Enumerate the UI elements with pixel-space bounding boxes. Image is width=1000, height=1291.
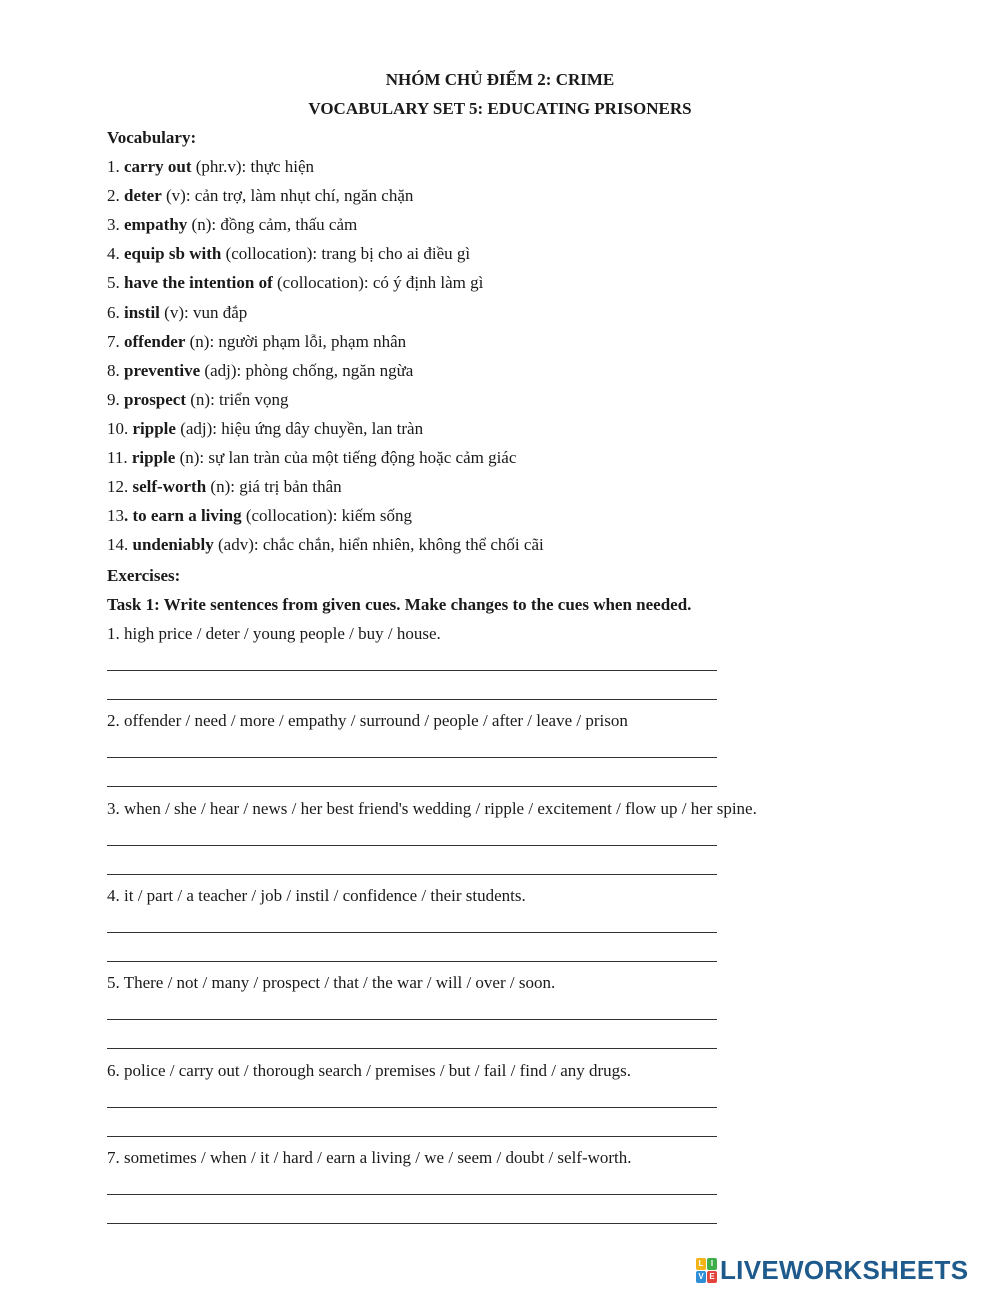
vocabulary-term: deter (124, 186, 162, 206)
logo-letter-v: V (696, 1271, 706, 1283)
page-topic-title: NHÓM CHỦ ĐIỂM 2: CRIME (385, 70, 615, 89)
vocabulary-item-number: 11. (107, 448, 132, 467)
logo-letter-l: L (696, 1258, 706, 1270)
vocabulary-item-number: 1. (107, 157, 124, 176)
liveworksheets-logo (696, 1256, 968, 1284)
vocabulary-term: empathy (124, 215, 188, 235)
vocabulary-item (107, 506, 412, 526)
vocabulary-item-number: 14. (107, 535, 133, 555)
exercise-prompt: 4. it / part / a teacher / job / instil / confidence / their students. (107, 885, 526, 905)
vocabulary-item-number: 5. (107, 273, 124, 293)
exercise-prompt: 2. offender / need / more / empathy / surround / people / after / leave / prison (107, 711, 628, 731)
vocabulary-definition: (n): sự lan tràn của một tiếng động hoặc cảm giác (175, 448, 517, 467)
vocabulary-item-number: 7. (107, 331, 124, 351)
vocabulary-definition: (n): đồng cảm, thấu cảm (187, 215, 358, 235)
logo-letter-i: I (707, 1258, 717, 1270)
exercise-prompt: 6. police / carry out / thorough search / premises / but / fail / find / any drugs. (107, 1060, 632, 1080)
answer-line[interactable] (107, 699, 717, 700)
vocabulary-set-title: VOCABULARY SET 5: EDUCATING PRISONERS (308, 99, 692, 118)
vocabulary-item (107, 273, 483, 293)
vocabulary-item (107, 303, 247, 323)
vocabulary-item (107, 419, 423, 439)
vocabulary-term: have the intention of (124, 273, 273, 293)
vocabulary-item (107, 477, 342, 497)
exercises-heading: Exercises: (107, 566, 181, 585)
vocabulary-term: ripple (131, 448, 176, 467)
exercise-prompt: 7. sometimes / when / it / hard / earn a living / we / seem / doubt / self-worth. (107, 1147, 632, 1167)
vocabulary-definition: (v): vun đắp (159, 302, 248, 322)
answer-line[interactable] (107, 1194, 717, 1195)
vocabulary-item-number: 6. (107, 302, 124, 322)
vocabulary-definition: (collocation): trang bị cho ai điều gì (221, 244, 471, 264)
exercise-prompt: 3. when / she / hear / news / her best friend's wedding / ripple / excitement / flow up / her spine. (107, 798, 757, 818)
vocabulary-definition: (n): triển vọng (186, 389, 289, 409)
answer-line[interactable] (107, 932, 717, 933)
answer-line[interactable] (107, 874, 717, 875)
answer-line[interactable] (107, 1048, 717, 1049)
logo-letter-e: E (707, 1271, 717, 1283)
vocabulary-term: ripple (132, 418, 176, 438)
vocabulary-definition: (collocation): kiếm sống (241, 506, 413, 526)
vocabulary-item (107, 332, 406, 352)
vocabulary-term: undeniably (132, 535, 214, 555)
vocabulary-item (107, 390, 288, 410)
vocabulary-term: self-worth (132, 477, 207, 497)
answer-line[interactable] (107, 1107, 717, 1108)
exercise-prompt: 5. There / not / many / prospect / that / the war / will / over / soon. (107, 973, 556, 993)
vocabulary-item (107, 361, 413, 381)
vocabulary-definition: (n): giá trị bản thân (206, 477, 342, 497)
vocabulary-item (107, 186, 413, 206)
task1-instruction: Task 1: Write sentences from given cues. Make changes to the cues when needed. (107, 595, 692, 614)
vocabulary-definition: (adj): hiệu ứng dây chuyền, lan tràn (175, 418, 424, 438)
vocabulary-heading: Vocabulary: (107, 128, 197, 147)
vocabulary-item (107, 448, 516, 468)
vocabulary-term: carry out (124, 157, 192, 176)
answer-line[interactable] (107, 757, 717, 758)
vocabulary-item (107, 215, 357, 235)
answer-line[interactable] (107, 1136, 717, 1137)
vocabulary-item-number: 8. (107, 360, 124, 380)
vocabulary-item-number: 2. (107, 186, 124, 206)
vocabulary-item (107, 244, 470, 264)
vocabulary-definition: (adj): phòng chống, ngăn ngừa (200, 360, 414, 380)
vocabulary-item-number: 9. (107, 389, 124, 409)
vocabulary-item (107, 535, 544, 555)
vocabulary-definition: (collocation): có ý định làm gì (272, 273, 484, 293)
vocabulary-term: instil (124, 302, 160, 322)
answer-line[interactable] (107, 1019, 717, 1020)
vocabulary-item-number: 10. (107, 418, 133, 438)
answer-line[interactable] (107, 786, 717, 787)
liveworksheets-logo-text: LIVEWORKSHEETS (720, 1255, 969, 1285)
liveworksheets-logo-mark (696, 1258, 717, 1283)
vocabulary-item-number: 12. (107, 477, 133, 497)
answer-line[interactable] (107, 845, 717, 846)
vocabulary-term: equip sb with (124, 244, 222, 264)
vocabulary-term: offender (124, 331, 186, 351)
vocabulary-definition: (v): cản trợ, làm nhụt chí, ngăn chặn (161, 186, 414, 206)
vocabulary-item-number: 3. (107, 215, 124, 235)
answer-line[interactable] (107, 1223, 717, 1224)
vocabulary-term: preventive (124, 360, 201, 380)
vocabulary-item-number: 13 (107, 506, 124, 526)
vocabulary-term: . to earn a living (124, 506, 242, 526)
vocabulary-item-number: 4. (107, 244, 124, 264)
vocabulary-definition: (phr.v): thực hiện (191, 157, 315, 176)
vocabulary-item (107, 157, 314, 177)
answer-line[interactable] (107, 961, 717, 962)
vocabulary-term: prospect (124, 389, 187, 409)
vocabulary-definition: (n): người phạm lỗi, phạm nhân (185, 331, 407, 351)
exercise-prompt: 1. high price / deter / young people / buy / house. (107, 624, 441, 643)
vocabulary-definition: (adv): chắc chắn, hiển nhiên, không thể chối cãi (213, 535, 544, 555)
answer-line[interactable] (107, 670, 717, 671)
